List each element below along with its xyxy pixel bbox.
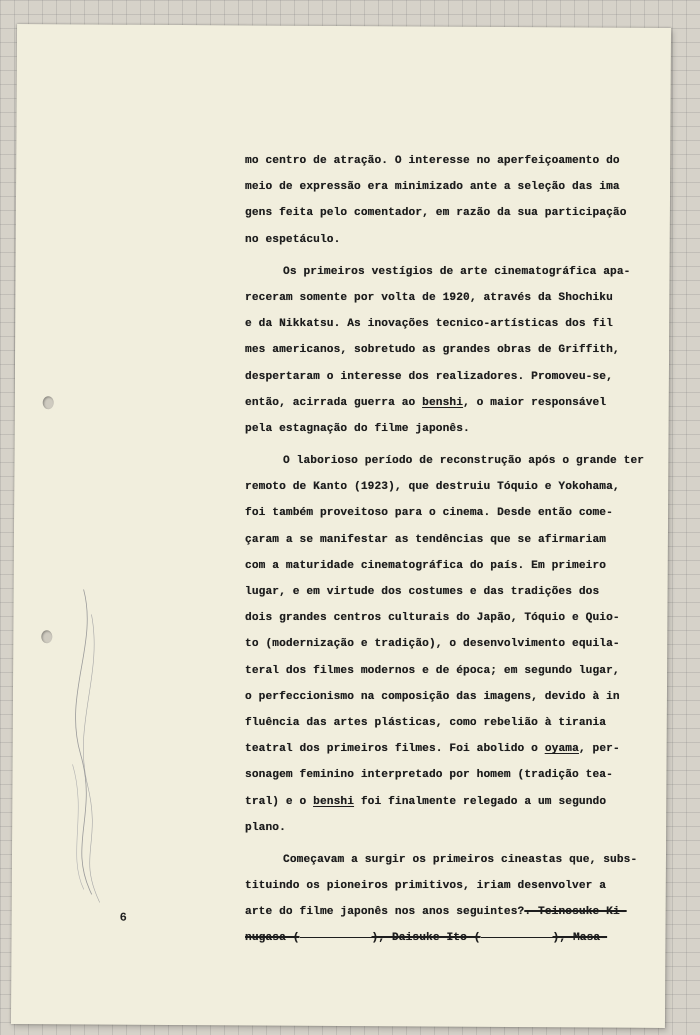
text-line: o perfeccionismo na composição das imagens, devido à in bbox=[245, 690, 620, 703]
text-segment: ), Daisuke Ito ( bbox=[371, 932, 481, 945]
text-line: com a maturidade cinematográfica do país. Em primeiro bbox=[245, 559, 607, 572]
text-segment: arte do filme japonês nos anos seguintes bbox=[245, 906, 518, 919]
pencil-scribble-mark bbox=[42, 584, 134, 905]
text-line: no espetáculo. bbox=[245, 233, 341, 246]
text-line: O laborioso período de reconstrução após o grande ter bbox=[283, 455, 645, 468]
text-segment: ), Masa- bbox=[552, 932, 608, 945]
blank-rule bbox=[481, 936, 553, 938]
struck-text: . Teinosuke Ki- bbox=[524, 906, 627, 919]
text-line bbox=[245, 789, 645, 815]
text-segment: , o maior responsável bbox=[463, 396, 607, 409]
blank-rule bbox=[300, 936, 372, 938]
handwritten-mark: ? bbox=[517, 906, 525, 919]
underlined-term-oyama: oyama bbox=[544, 743, 579, 756]
text-line bbox=[245, 736, 645, 762]
text-segment: então, acirrada guerra ao bbox=[245, 396, 423, 409]
text-line: lugar, e em virtude dos costumes e das tradições dos bbox=[245, 586, 600, 598]
text-line: to (modernização e tradição), o desenvolvimento equila- bbox=[245, 638, 620, 651]
text-segment: foi finalmente relegado a um segundo bbox=[354, 795, 607, 808]
text-line: fluência das artes plásticas, como rebelião à tirania bbox=[245, 716, 607, 729]
punch-hole bbox=[43, 396, 54, 409]
text-line: gens feita pelo comentador, em razão da sua participação bbox=[245, 207, 627, 220]
text-segment: teatral dos primeiros filmes. Foi abolido o bbox=[245, 743, 545, 756]
underlined-term-benshi: benshi bbox=[422, 396, 464, 409]
text-line: Começavam a surgir os primeiros cineastas que, subs- bbox=[283, 853, 638, 866]
body-text bbox=[245, 148, 645, 952]
text-line: dois grandes centros culturais do Japão, Tóquio e Quio- bbox=[245, 612, 620, 625]
text-line: plano. bbox=[245, 821, 286, 834]
text-segment: nugasa ( bbox=[245, 932, 300, 945]
text-line: çaram a se manifestar as tendências que se afirmariam bbox=[245, 533, 607, 546]
text-line: foi também proveitoso para o cinema. Desde então come- bbox=[245, 507, 613, 520]
text-segment: tral) e o bbox=[245, 795, 314, 808]
text-line: despertaram o interesse dos realizadores. Promoveu-se, bbox=[245, 370, 613, 383]
text-segment: , per- bbox=[578, 743, 620, 756]
text-line bbox=[245, 390, 645, 416]
text-line: tituindo os pioneiros primitivos, iriam desenvolver a bbox=[245, 880, 607, 893]
underlined-term-benshi: benshi bbox=[313, 795, 355, 808]
text-line: teral dos filmes modernos e de época; em segundo lugar, bbox=[245, 664, 620, 677]
text-line bbox=[245, 899, 645, 925]
text-line: mo centro de atração. O interesse no aperfeiçoamento do bbox=[245, 155, 620, 167]
text-line: mes americanos, sobretudo as grandes obras de Griffith, bbox=[245, 344, 620, 357]
text-line: pela estagnação do filme japonês. bbox=[245, 422, 470, 435]
struck-text-line bbox=[245, 925, 645, 951]
text-line: remoto de Kanto (1923), que destruiu Tóquio e Yokohama, bbox=[245, 481, 620, 494]
page-number: 6 bbox=[119, 910, 127, 925]
text-line: Os primeiros vestígios de arte cinematográfica apa- bbox=[283, 265, 631, 278]
text-line: receram somente por volta de 1920, através da Shochiku bbox=[245, 291, 613, 304]
text-line: sonagem feminino interpretado por homem (tradição tea- bbox=[245, 769, 613, 782]
text-line: meio de expressão era minimizado ante a seleção das ima bbox=[245, 181, 620, 194]
text-line: e da Nikkatsu. As inovações tecnico-artísticas dos fil bbox=[245, 318, 613, 331]
